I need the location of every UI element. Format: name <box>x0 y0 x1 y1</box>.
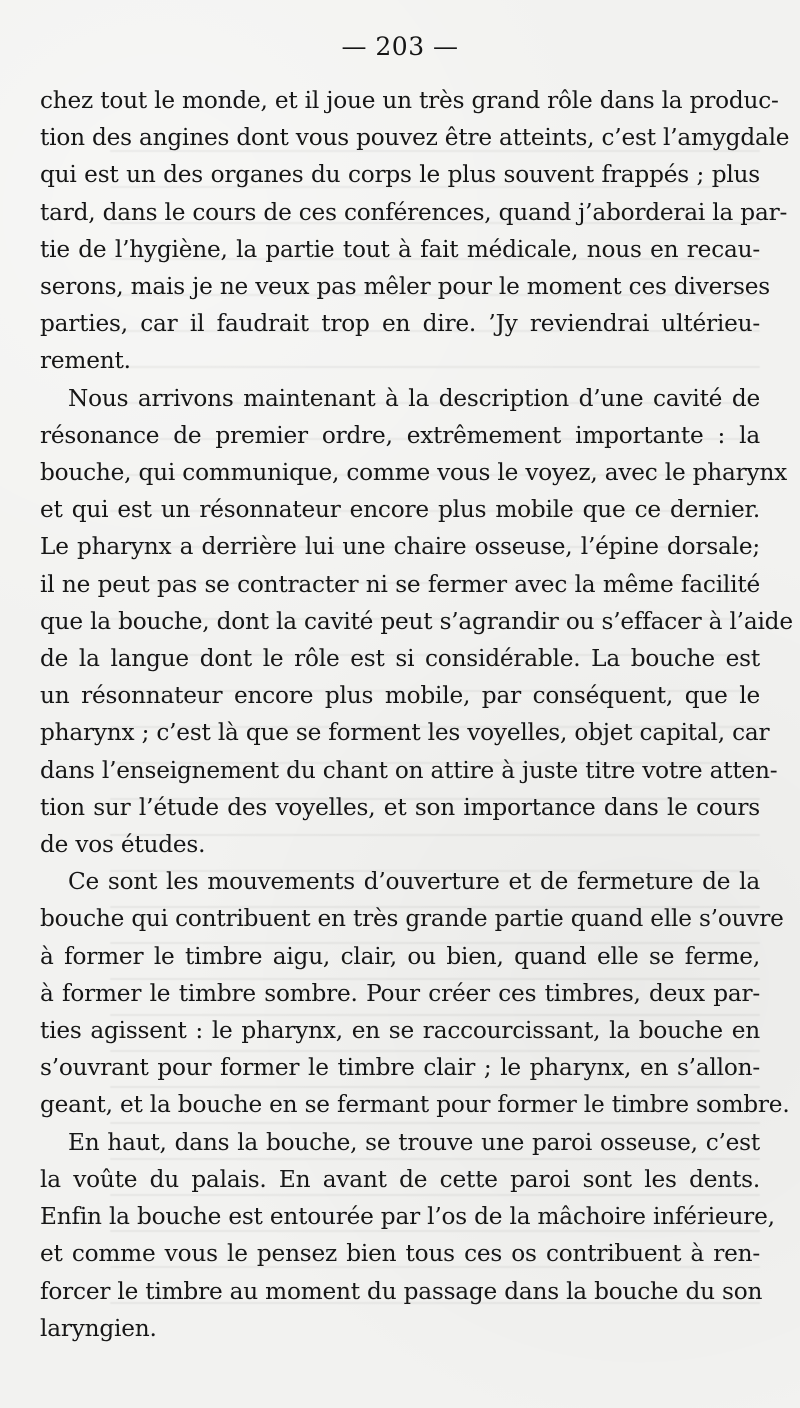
text-line: bouche qui contribuent en très grande partie quand elle s’ouvre <box>40 905 784 933</box>
text-line: forcer le timbre au moment du passage dans la bouche du son <box>40 1277 763 1305</box>
text-line: Ce sont les mouvements d’ouverture et de fermeture de la <box>68 868 760 896</box>
paragraph-3 <box>40 863 790 1123</box>
text-line: un résonnateur encore plus mobile, par conséquent, que le <box>40 682 760 710</box>
body-text <box>40 82 793 1347</box>
text-line: parties, car il faudrait trop en dire. ’Jy reviendrai ultérieu- <box>40 310 760 338</box>
text-line: pharynx ; c’est là que se forment les voyelles, objet capital, car <box>40 719 770 747</box>
paragraph-4 <box>40 1124 775 1347</box>
text-line: chez tout le monde, et il joue un très grand rôle dans la produc- <box>40 87 779 114</box>
text-line: il ne peut pas se contracter ni se fermer avec la même facilité <box>40 570 760 598</box>
text-line: dans l’enseignement du chant on attire à juste titre votre atten- <box>40 756 778 784</box>
text-line: rement. <box>40 347 131 375</box>
text-line: En haut, dans la bouche, se trouve une paroi osseuse, c’est <box>68 1128 760 1156</box>
text-line: tion des angines dont vous pouvez être atteints, c’est l’amygdale <box>40 124 790 152</box>
text-line: que la bouche, dont la cavité peut s’agrandir ou s’effacer à l’aide <box>40 607 793 635</box>
text-line: serons, mais je ne veux pas mêler pour le moment ces diverses <box>40 273 770 301</box>
text-line: de la langue dont le rôle est si considérable. La bouche est <box>40 645 760 673</box>
text-line: de vos études. <box>40 831 206 859</box>
text-line: geant, et la bouche en se fermant pour former le timbre sombre. <box>40 1091 790 1119</box>
text-line: Enfin la bouche est entourée par l’os de la mâchoire inférieure, <box>40 1203 775 1231</box>
text-line: tie de l’hygiène, la partie tout à fait médicale, nous en recau- <box>40 235 760 263</box>
text-line: laryngien. <box>40 1314 157 1342</box>
text-line: ties agissent : le pharynx, en se raccourcissant, la bouche en <box>40 1017 760 1045</box>
page-number: — 203 — <box>341 32 459 61</box>
text-line: Le pharynx a derrière lui une chaire osseuse, l’épine dorsale; <box>40 533 760 561</box>
text-line: la voûte du palais. En avant de cette paroi sont les dents. <box>40 1165 760 1193</box>
paragraph-2 <box>40 380 793 864</box>
paragraph-1 <box>40 82 790 380</box>
text-line: et comme vous le pensez bien tous ces os contribuent à ren- <box>40 1240 760 1268</box>
text-line: à former le timbre sombre. Pour créer ces timbres, deux par- <box>40 979 760 1007</box>
text-line: résonance de premier ordre, extrêmement importante : la <box>40 421 760 449</box>
text-line: bouche, qui communique, comme vous le voyez, avec le pharynx <box>40 459 788 487</box>
text-line: s’ouvrant pour former le timbre clair ; le pharynx, en s’allon- <box>40 1054 760 1082</box>
text-line: qui est un des organes du corps le plus souvent frappés ; plus <box>40 161 760 189</box>
text-line: et qui est un résonnateur encore plus mobile que ce dernier. <box>40 496 760 524</box>
text-line: tard, dans le cours de ces conférences, quand j’aborderai la par- <box>40 198 788 226</box>
text-line: Nous arrivons maintenant à la description d’une cavité de <box>68 384 760 412</box>
text-line: tion sur l’étude des voyelles, et son importance dans le cours <box>40 793 760 821</box>
text-line: à former le timbre aigu, clair, ou bien, quand elle se ferme, <box>40 942 760 970</box>
